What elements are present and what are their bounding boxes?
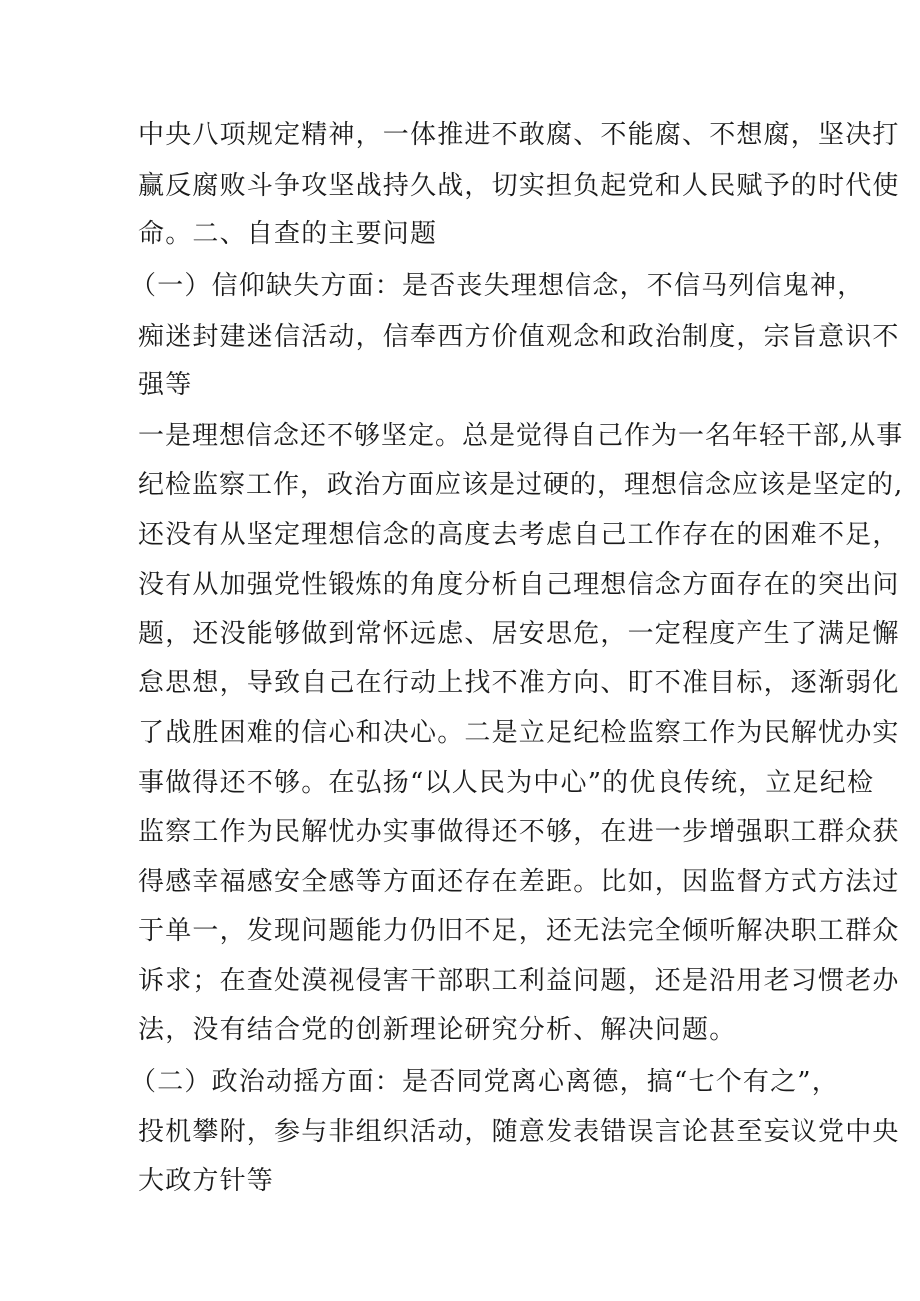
body-text-line: 题，还没能够做到常怀远虑、居安思危，一定程度产生了满足懈	[138, 619, 900, 649]
body-text-line: 监察工作为民解忧办实事做得还不够，在进一步增强职工群众获	[138, 817, 900, 847]
body-text-line: 中央八项规定精神，一体推进不敢腐、不能腐、不想腐，坚决打	[138, 120, 900, 150]
body-text-line: 赢反腐败斗争攻坚战持久战，切实担负起党和人民赋予的时代使	[138, 171, 900, 201]
body-text-line: 命。二、自查的主要问题	[138, 219, 438, 249]
section-heading-1-cont: 痴迷封建迷信活动，信奉西方价值观念和政治制度，宗旨意识不	[138, 322, 900, 352]
body-text-line: 了战胜困难的信心和决心。二是立足纪检监察工作为民解忧办实	[138, 718, 900, 748]
body-text-line: 没有从加强党性锻炼的角度分析自己理想信念方面存在的突出问	[138, 570, 900, 600]
body-text-line: 事做得还不够。在弘扬“以人民为中心”的优良传统，立足纪检	[138, 768, 875, 798]
body-text-line: 法，没有结合党的创新理论研究分析、解决问题。	[138, 1015, 737, 1045]
body-text-line: 纪检监察工作，政治方面应该是过硬的，理想信念应该是坚定的,	[138, 470, 904, 500]
body-text-line: 得感幸福感安全感等方面还存在差距。比如，因监督方式方法过	[138, 867, 900, 897]
section-heading-2: （二）政治动摇方面：是否同党离心离德，搞“七个有之”，	[130, 1067, 839, 1097]
body-text-line: 怠思想，导致自己在行动上找不准方向、盯不准目标，逐渐弱化	[138, 668, 900, 698]
section-heading-2-cont: 大政方针等	[138, 1166, 275, 1196]
section-heading-1: （一）信仰缺失方面：是否丧失理想信念，不信马列信鬼神，	[130, 271, 865, 301]
body-text-line: 还没有从坚定理想信念的高度去考虑自己工作存在的困难不足，	[138, 520, 900, 550]
section-heading-1-cont: 强等	[138, 370, 193, 400]
body-text-line: 一是理想信念还不够坚定。总是觉得自己作为一名年轻干部,从事	[138, 421, 904, 451]
body-text-line: 诉求；在查处漠视侵害干部职工利益问题，还是沿用老习惯老办	[138, 966, 900, 996]
body-text-line: 于单一，发现问题能力仍旧不足，还无法完全倾听解决职工群众	[138, 916, 900, 946]
section-heading-2-cont: 投机攀附，参与非组织活动，随意发表错误言论甚至妄议党中央	[138, 1117, 900, 1147]
